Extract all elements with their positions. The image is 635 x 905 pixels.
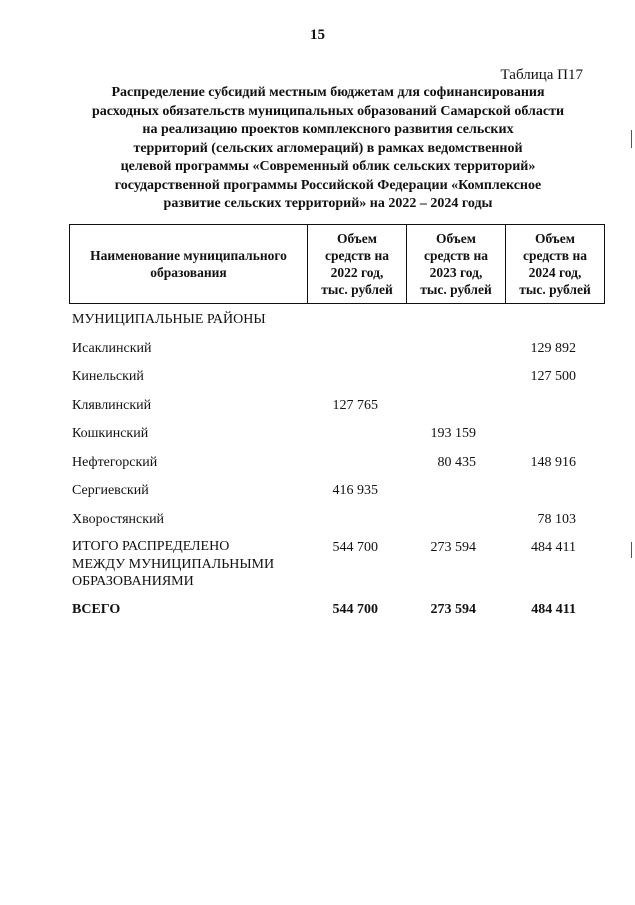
subtotal-2023: 273 594 bbox=[430, 540, 476, 555]
table-label: Таблица П17 bbox=[500, 67, 583, 83]
subtotal-2022: 544 700 bbox=[332, 540, 378, 555]
table-row bbox=[72, 339, 602, 359]
title-line: развитие сельских территорий» на 2022 – 2024 годы bbox=[163, 196, 493, 211]
scan-edge-mark bbox=[631, 130, 632, 148]
total-2024: 484 411 bbox=[531, 602, 576, 617]
value-2024: 129 892 bbox=[530, 341, 576, 356]
table-row bbox=[72, 396, 602, 416]
title-line: на реализацию проектов комплексного развития сельских bbox=[142, 122, 514, 137]
title-line: территорий (сельских агломераций) в рамках ведомственной bbox=[133, 140, 523, 156]
document-title bbox=[62, 84, 594, 214]
municipality-name: Исаклинский bbox=[72, 341, 152, 356]
municipality-name: Кошкинский bbox=[72, 426, 149, 441]
value-2024: 148 916 bbox=[530, 455, 576, 470]
value-2024: 78 103 bbox=[537, 512, 576, 527]
table-row bbox=[72, 453, 602, 473]
title-line: Распределение субсидий местным бюджетам для софинансирования bbox=[111, 85, 545, 100]
table-header bbox=[69, 224, 605, 304]
title-line: государственной программы Российской Федерации «Комплексное bbox=[114, 177, 542, 193]
value-2023: 80 435 bbox=[437, 455, 476, 470]
subtotal-row bbox=[72, 538, 602, 589]
total-row bbox=[72, 600, 602, 620]
column-header-2023: Объем средств на 2023 год, тыс. рублей bbox=[407, 225, 506, 304]
value-2024: 127 500 bbox=[530, 369, 576, 384]
municipality-name: Кинельский bbox=[72, 369, 144, 384]
scan-edge-mark bbox=[631, 542, 632, 558]
value-2022: 416 935 bbox=[332, 483, 378, 498]
total-2023: 273 594 bbox=[430, 602, 476, 617]
column-header-2022: Объем средств на 2022 год, тыс. рублей bbox=[308, 225, 407, 304]
municipality-name: Нефтегорский bbox=[72, 455, 158, 470]
title-line: целевой программы «Современный облик сельских территорий» bbox=[120, 159, 536, 174]
total-label: ВСЕГО bbox=[72, 602, 121, 617]
page-number: 15 bbox=[310, 27, 325, 43]
subtotal-label: ИТОГО РАСПРЕДЕЛЕНО МЕЖДУ МУНИЦИПАЛЬНЫМИ ОБРАЗОВАНИЯМИ bbox=[72, 539, 275, 589]
table-row bbox=[72, 510, 602, 530]
column-header-2024: Объем средств на 2024 год, тыс. рублей bbox=[506, 225, 605, 304]
municipality-name: Клявлинский bbox=[72, 398, 152, 413]
section-heading-row bbox=[72, 310, 602, 330]
municipality-name: Сергиевский bbox=[72, 483, 149, 498]
value-2023: 193 159 bbox=[430, 426, 476, 441]
section-heading: МУНИЦИПАЛЬНЫЕ РАЙОНЫ bbox=[72, 312, 266, 327]
title-line: расходных обязательств муниципальных образований Самарской области bbox=[91, 103, 565, 119]
municipality-name: Хворостянский bbox=[72, 512, 165, 527]
table-row bbox=[72, 481, 602, 501]
subtotal-2024: 484 411 bbox=[531, 540, 576, 555]
total-2022: 544 700 bbox=[332, 602, 378, 617]
value-2022: 127 765 bbox=[332, 398, 378, 413]
table-row bbox=[72, 367, 602, 387]
column-header-name: Наименование муниципального образования bbox=[70, 225, 308, 304]
table-row bbox=[72, 424, 602, 444]
